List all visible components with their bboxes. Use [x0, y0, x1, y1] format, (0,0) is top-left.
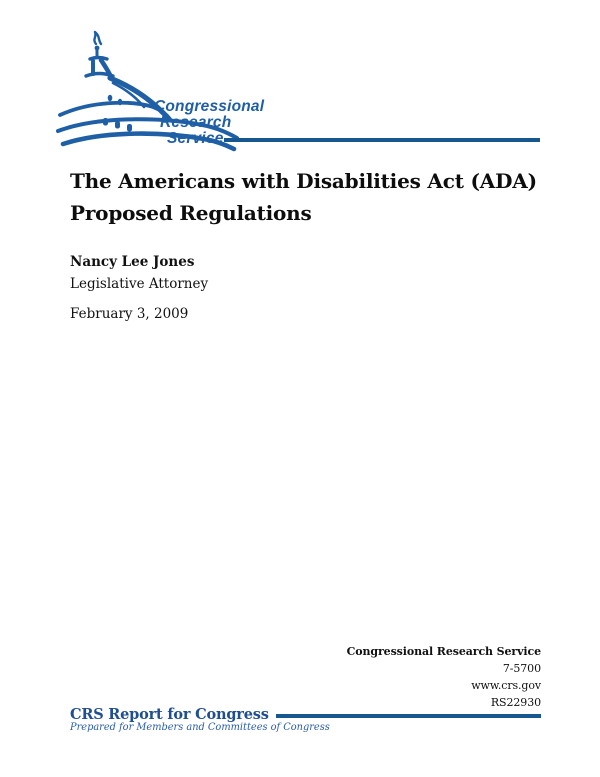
footer-report-number: RS22930: [490, 696, 541, 709]
author-name: Nancy Lee Jones: [70, 254, 195, 270]
crs-report-label: CRS Report for Congress: [70, 706, 269, 723]
logo-word-congressional: Congressional: [154, 98, 265, 115]
report-date: February 3, 2009: [70, 306, 189, 322]
footer-website: www.crs.gov: [471, 679, 541, 692]
author-block: [70, 252, 208, 295]
footer-rule: [276, 714, 541, 718]
header-rule: [224, 138, 540, 142]
footer-org-name: Congressional Research Service: [346, 645, 541, 658]
footer-info-block: [347, 643, 541, 711]
logo-word-service: Service: [167, 129, 224, 147]
report-title-line1: The Americans with Disabilities Act (ADA): [70, 169, 537, 193]
author-role: Legislative Attorney: [70, 275, 209, 292]
report-title-line2: Proposed Regulations: [70, 200, 312, 225]
report-title: [70, 166, 560, 229]
footer-phone: 7-5700: [502, 662, 541, 675]
footer-tagline: Prepared for Members and Committees of Congress: [70, 722, 330, 733]
logo-word-research: Research: [160, 113, 232, 131]
footer-banner-row: [70, 706, 541, 723]
